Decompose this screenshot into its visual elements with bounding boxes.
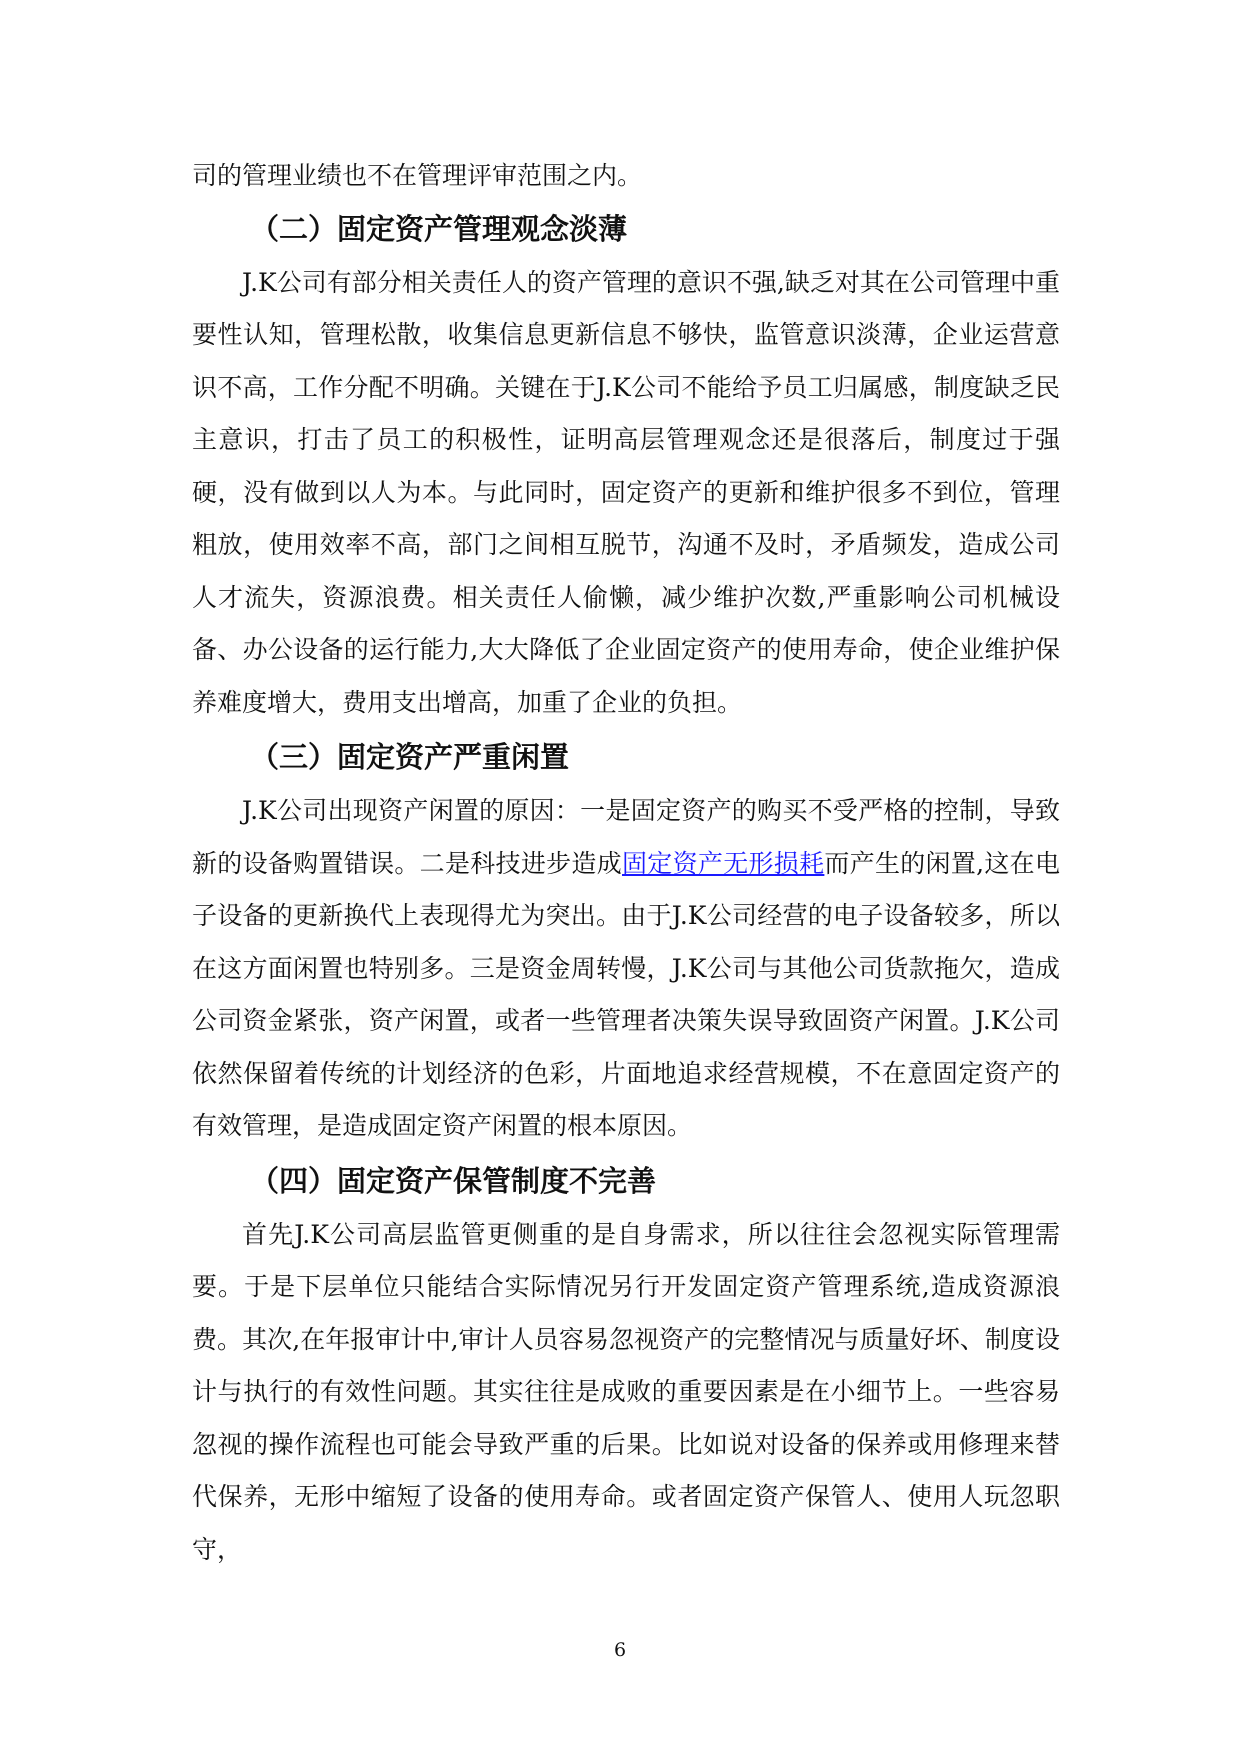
section-body-3	[192, 785, 1060, 1153]
intro-paragraph: 司的管理业绩也不在管理评审范围之内。	[192, 161, 643, 190]
section-heading-3: （三）固定资产严重闲置	[250, 740, 570, 774]
section-heading-4: （四）固定资产保管制度不完善	[250, 1163, 657, 1198]
section-body-3-part1: J.K公司出现资产闲置的原因：一是固定资产的购买不受严格的控制，导致新的设备购置错误。二是科技进步造成	[192, 796, 1060, 878]
section-body-2: J.K公司有部分相关责任人的资产管理的意识不强,缺乏对其在公司管理中重要性认知，管理松散，收集信息更新信息不够快，监管意识淡薄，企业运营意识不高，工作分配不明确。关键在于J.K公司不能给予员工归属感，制度缺乏民主意识，打击了员工的积极性，证明高层管理观念还是很落后，制度过于强硬，没有做到以人为本。与此同时，固定资产的更新和维护很多不到位，管理粗放，使用效率不高，部门之间相互脱节，沟通不及时，矛盾频发，造成公司人才流失，资源浪费。相关责任人偷懒，减少维护次数,严重影响公司机械设备、办公设备的运行能力,大大降低了企业固定资产的使用寿命，使企业维护保养难度增大，费用支出增高，加重了企业的负担。	[192, 267, 1060, 717]
page-number: 6	[613, 1639, 627, 1661]
section-body-3-part2: 而产生的闲置,这在电子设备的更新换代上表现得尤为突出。由于J.K公司经营的电子设备较多，所以在这方面闲置也特别多。三是资金周转慢，J.K公司与其他公司货款拖欠，造成公司资金紧张，资产闲置，或者一些管理者决策失误导致固资产闲置。J.K公司依然保留着传统的计划经济的色彩，片面地追求经营规模，不在意固定资产的有效管理，是造成固定资产闲置的根本原因。	[192, 848, 1060, 1140]
section-heading-2: （二）固定资产管理观念淡薄	[250, 211, 628, 246]
intangible-depreciation-link[interactable]: 固定资产无形损耗	[622, 848, 825, 878]
document-page	[192, 150, 1060, 1576]
section-body-4: 首先J.K公司高层监管更侧重的是自身需求，所以往往会忽视实际管理需要。于是下层单位只能结合实际情况另行开发固定资产管理系统,造成资源浪费。其次,在年报审计中,审计人员容易忽视资产的完整情况与质量好坏、制度设计与执行的有效性问题。其实往往是成败的重要因素是在小细节上。一些容易忽视的操作流程也可能会导致严重的后果。比如说对设备的保养或用修理来替代保养，无形中缩短了设备的使用寿命。或者固定资产保管人、使用人玩忽职守，	[192, 1219, 1060, 1564]
